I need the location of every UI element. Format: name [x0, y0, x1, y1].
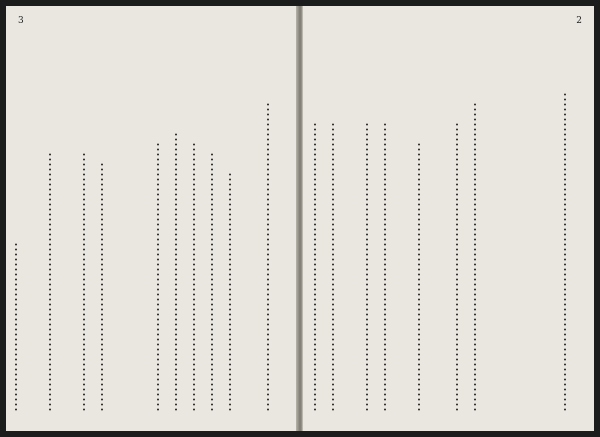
right-toc-columns	[313, 32, 584, 417]
toc-leader	[175, 132, 177, 412]
toc-leader	[384, 122, 386, 412]
toc-leader	[101, 162, 103, 412]
toc-leader	[418, 142, 420, 412]
toc-leader	[332, 122, 334, 412]
toc-leader	[49, 152, 51, 412]
toc-leader	[15, 242, 17, 412]
left-page-number: 3	[18, 16, 24, 26]
toc-leader	[157, 142, 159, 412]
toc-leader	[83, 152, 85, 412]
open-book	[6, 6, 594, 431]
toc-leader	[456, 122, 458, 412]
toc-leader	[314, 122, 316, 412]
toc-leader	[193, 142, 195, 412]
toc-leader	[211, 152, 213, 412]
toc-leader	[366, 122, 368, 412]
toc-leader	[474, 102, 476, 412]
left-page	[6, 6, 298, 431]
toc-leader	[229, 172, 231, 412]
right-page-number: 2	[576, 16, 582, 26]
toc-leader	[564, 92, 566, 412]
toc-leader	[267, 102, 269, 412]
left-toc-columns	[16, 32, 287, 417]
right-page	[302, 6, 594, 431]
